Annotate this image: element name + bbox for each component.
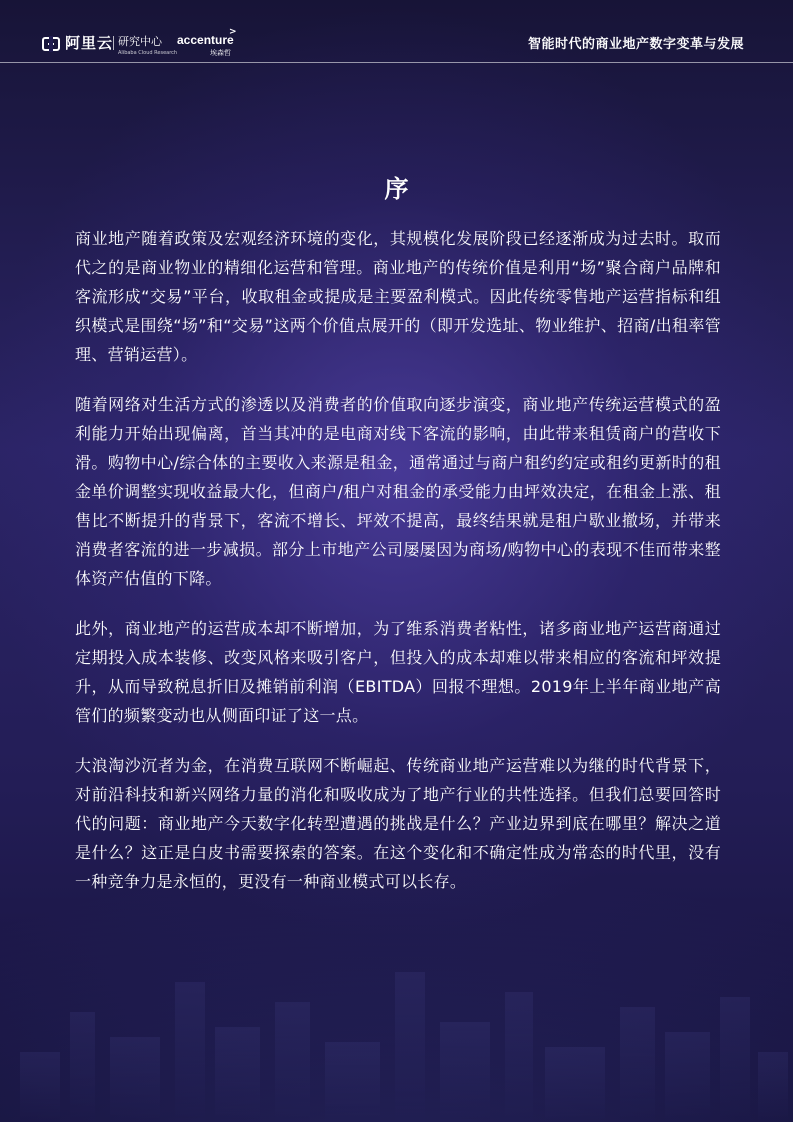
brand-name: 阿里云 xyxy=(65,34,114,52)
partner-logo-chevron-icon: > xyxy=(229,27,237,37)
preface-body xyxy=(75,224,721,917)
paragraph: 此外，商业地产的运营成本却不断增加，为了维系消费者粘性，诸多商业地产运营商通过定期投入成本装修、改变风格来吸引客户，但投入的成本却难以带来相应的客流和坪效提升，从而导致税息折旧及摊销前利润（EBITDA）回报不理想。2019年上半年商业地产高管们的频繁变动也从侧面印证了这一点。 xyxy=(75,619,721,725)
paragraph: 大浪淘沙沉者为金，在消费互联网不断崛起、传统商业地产运营难以为继的时代背景下，对前沿科技和新兴网络力量的消化和吸收成为了地产行业的共性选择。但我们总要回答时代的问题：商业地产今天数字化转型遭遇的挑战是什么？产业边界到底在哪里？解决之道是什么？这正是白皮书需要探索的答案。在这个变化和不确定性成为常态的时代里，没有一种竞争力是永恒的，更没有一种商业模式可以长存。 xyxy=(75,756,721,891)
page-title: 序 xyxy=(384,175,409,204)
partner-logo-text: accenture xyxy=(177,33,234,47)
research-center-name: 研究中心 xyxy=(118,35,162,48)
page-header xyxy=(0,0,793,63)
partner-chinese-name: 埃森哲 xyxy=(210,49,231,57)
logo-divider xyxy=(113,36,114,50)
document-title: 智能时代的商业地产数字变革与发展 xyxy=(527,37,744,52)
research-center-subtitle: Alibaba Cloud Research xyxy=(118,50,178,56)
paragraph: 随着网络对生活方式的渗透以及消费者的价值取向逐步演变，商业地产传统运营模式的盈利能力开始出现偏离，首当其冲的是电商对线下客流的影响，由此带来租赁商户的营收下滑。购物中心/综合体的主要收入来源是租金，通常通过与商户租约约定或租约更新时的租金单价调整实现收益最大化，但商户/租户对租金的承受能力由坪效决定，在租金上涨、租售比不断提升的背景下，客流不增长、坪效不提高，最终结果就是租户歇业撤场，并带来消费者客流的进一步减损。部分上市地产公司屡屡因为商场/购物中心的表现不佳而带来整体资产估值的下降。 xyxy=(75,395,721,588)
city-skyline-background xyxy=(0,952,793,1122)
alibaba-cloud-logo-icon xyxy=(42,37,60,51)
paragraph: 商业地产随着政策及宏观经济环境的变化，其规模化发展阶段已经逐渐成为过去时。取而代之的是商业物业的精细化运营和管理。商业地产的传统价值是利用“场”聚合商户品牌和客流形成“交易”平台，收取租金或提成是主要盈利模式。因此传统零售地产运营指标和组织模式是围绕“场”和“交易”这两个价值点展开的（即开发选址、物业维护、招商/出租率管理、营销运营）。 xyxy=(75,229,721,364)
